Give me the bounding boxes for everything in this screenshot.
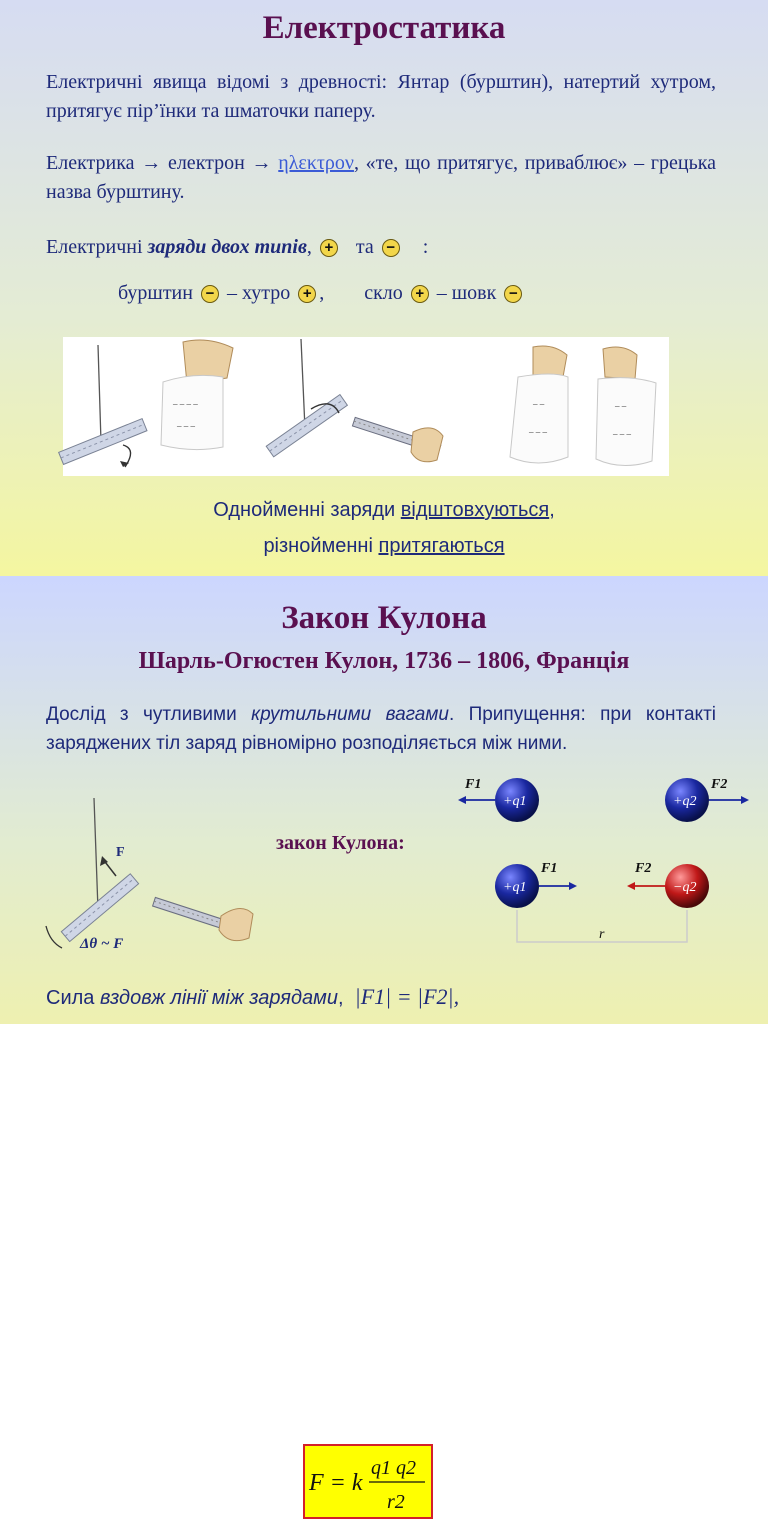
slide2-title: Закон Кулона — [281, 600, 487, 636]
charge-label-q1-top: +q1 — [503, 794, 527, 809]
charging-experiment-illustration — [63, 337, 669, 476]
slide-coulomb-law — [0, 576, 768, 1513]
slide1-title: Електростатика — [262, 10, 506, 46]
angle-relation-label: Δθ ~ F — [80, 936, 124, 952]
slide1-materials-row — [118, 279, 525, 308]
svg-text:– –: – – — [533, 399, 545, 409]
arrow-icon: → — [251, 152, 279, 174]
force-equality: |F1| = |F2|, — [354, 984, 460, 1009]
charge-interaction-diagram — [455, 766, 755, 956]
unlike-charges-label: різнойменні — [263, 535, 373, 557]
charge-label-q1-bottom: +q1 — [503, 880, 527, 895]
attract-word: притягаються — [378, 535, 505, 557]
repel-word: відштовхуються — [400, 499, 550, 521]
charge-label-neg-q2: −q2 — [673, 880, 697, 895]
force-label-f2-bottom: F2 — [635, 861, 652, 876]
glass-label: скло — [364, 282, 403, 304]
formula-lhs: F = k — [309, 1470, 363, 1496]
comma: , — [549, 499, 555, 521]
minus-charge-icon: − — [504, 285, 522, 303]
charge-label-q2-top: +q2 — [673, 794, 697, 809]
p2-electricity: Електрика — [46, 152, 135, 174]
p2-electron: електрон — [167, 152, 245, 174]
along-line-emphasis: вздовж лінії між зарядами — [99, 987, 338, 1009]
plus-charge-icon: + — [320, 239, 338, 257]
law-label: закон Кулона: — [276, 832, 405, 854]
assumption-text: . Припущення: при контакті заряджених тіл заряд рівномірно розподіляється між ними. — [46, 704, 717, 754]
svg-text:– – – –: – – – – — [173, 399, 198, 409]
slide1-paragraph-1: Електричні явища відомі з древності: Янтар (бурштин), натертий хутром, притягує пір’їнки та шматочки паперу. — [46, 71, 716, 122]
colon: : — [422, 236, 429, 258]
slide-electrostatics — [0, 0, 768, 576]
slide2-bottom-line — [46, 982, 459, 1013]
and-word: та — [355, 236, 374, 258]
svg-text:– – –: – – – — [529, 427, 547, 437]
torsion-balance-illustration — [36, 798, 276, 956]
force-label-f1-top: F1 — [465, 777, 482, 792]
slide2-paragraph — [46, 700, 716, 758]
svg-text:– – –: – – – — [613, 429, 631, 439]
like-charges-label: Однойменні заряди — [213, 499, 396, 521]
force-word: Сила — [46, 987, 95, 1009]
plus-charge-icon: + — [411, 285, 429, 303]
torsion-balance-emphasis: крутильними вагами — [251, 704, 449, 725]
charge-types-emphasis: заряди двох типів — [147, 236, 307, 258]
torsion-force-label: F — [116, 845, 125, 860]
charge-types-label: Електричні — [46, 236, 143, 258]
formula-denominator: r2 — [387, 1491, 405, 1513]
coulomb-formula — [303, 1444, 433, 1519]
comma: , — [337, 987, 344, 1009]
fur-label: – хутро — [226, 282, 291, 304]
comma: , — [306, 236, 312, 258]
arrow-icon: → — [141, 152, 168, 174]
minus-charge-icon: − — [382, 239, 400, 257]
slide1-charge-types — [46, 233, 428, 262]
minus-charge-icon: − — [201, 285, 219, 303]
formula-numerator: q1 q2 — [371, 1457, 416, 1479]
experiment-text: Дослід з чутливими — [46, 704, 237, 725]
force-label-f1-bottom: F1 — [541, 861, 558, 876]
p2-greek-word: ηλεκτρον — [278, 152, 354, 174]
svg-text:– – –: – – – — [177, 421, 195, 431]
force-label-f2-top: F2 — [711, 777, 728, 792]
slide1-paragraph-2 — [46, 149, 716, 207]
svg-text:– –: – – — [615, 401, 627, 411]
slide2-subtitle: Шарль-Огюстен Кулон, 1736 – 1806, Франція — [138, 648, 630, 674]
distance-label: r — [599, 927, 605, 942]
slide1-conclusion-1 — [0, 496, 768, 525]
silk-label: – шовк — [436, 282, 497, 304]
comma: , — [319, 282, 325, 304]
slide1-conclusion-2 — [0, 532, 768, 561]
p2-rest: , «те, що притягує, приваблює» – грецька назва бурштину. — [46, 152, 717, 203]
plus-charge-icon: + — [298, 285, 316, 303]
amber-label: бурштин — [118, 282, 193, 304]
